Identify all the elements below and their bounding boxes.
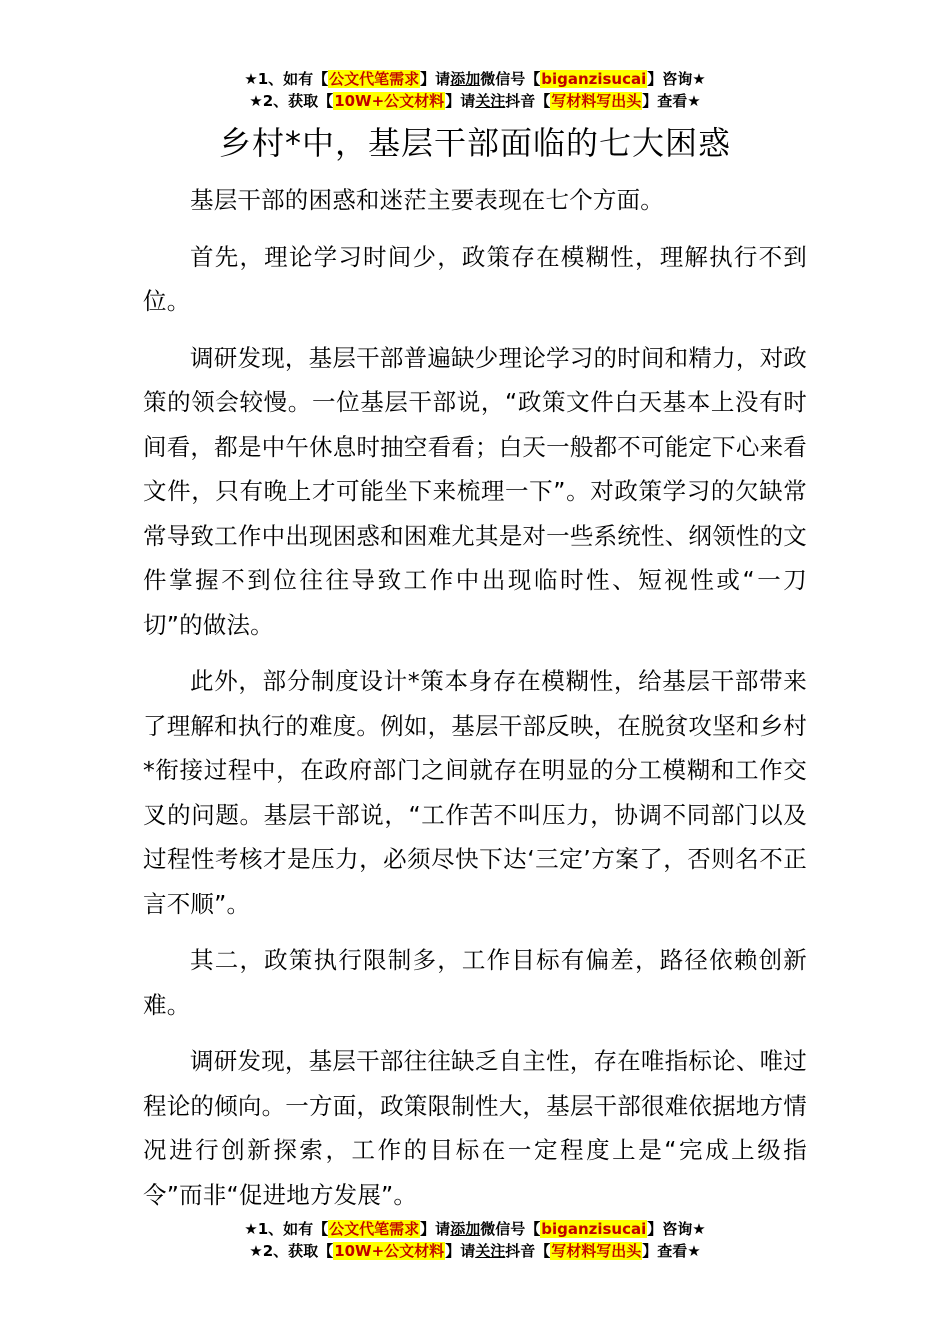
banner-text: 抖音【 bbox=[505, 1242, 551, 1260]
banner-highlight: biganzisucai bbox=[541, 1220, 647, 1238]
banner-text: ★2、获取【 bbox=[249, 92, 334, 110]
banner-highlight: 写材料写出头 bbox=[551, 1242, 642, 1260]
banner-text: 】请 bbox=[445, 1242, 476, 1260]
banner-line-1 bbox=[0, 1218, 950, 1240]
paragraph: 基层干部的困惑和迷茫主要表现在七个方面。 bbox=[190, 186, 664, 214]
banner-line-2 bbox=[0, 90, 950, 112]
paragraph: 此外，部分制度设计*策本身存在模糊性，给基层干部带来了理解和执行的难度。例如，基层干部反映，在脱贫攻坚和乡村*衔接过程中，在政府部门之间就存在明显的分工模糊和工作交叉的问题。基层干部说，“工作苦不叫压力，协调不同部门以及过程性考核才是压力，必须尽快下达‘三定’方案了，否则名不正言不顺”。 bbox=[143, 667, 807, 918]
paragraph: 首先，理论学习时间少，政策存在模糊性，理解执行不到位。 bbox=[143, 242, 807, 315]
banner-highlight: 写材料写出头 bbox=[551, 92, 642, 110]
banner-highlight: 公文代笔需求 bbox=[329, 70, 420, 88]
banner-highlight: 公文代笔需求 bbox=[329, 1220, 420, 1238]
banner-highlight: 10W+公文材料 bbox=[334, 92, 445, 110]
banner-text: 】咨询★ bbox=[647, 70, 706, 88]
banner-line-2 bbox=[0, 1240, 950, 1262]
banner-text: 】请 bbox=[420, 1220, 451, 1238]
banner-underlined: 添加 bbox=[450, 70, 481, 88]
paragraph: 调研发现，基层干部往往缺乏自主性，存在唯指标论、唯过程论的倾向。一方面，政策限制性大，基层干部很难依据地方情况进行创新探索，工作的目标在一定程度上是“完成上级指令”而非“促进地方发展”。 bbox=[143, 1047, 807, 1209]
document-title: 乡村*中，基层干部面临的七大困惑 bbox=[218, 124, 731, 162]
banner-text: 】请 bbox=[420, 70, 451, 88]
paragraph: 其二，政策执行限制多，工作目标有偏差，路径依赖创新难。 bbox=[143, 946, 807, 1019]
banner-line-1 bbox=[0, 68, 950, 90]
banner-text: 微信号【 bbox=[480, 1220, 541, 1238]
document-body bbox=[143, 178, 807, 1229]
banner-text: 】咨询★ bbox=[647, 1220, 706, 1238]
banner-text: ★1、如有【 bbox=[244, 70, 329, 88]
banner-text: 抖音【 bbox=[505, 92, 551, 110]
banner-underlined: 关注 bbox=[475, 92, 506, 110]
banner-text: 】查看★ bbox=[642, 92, 701, 110]
banner-text: 】查看★ bbox=[642, 1242, 701, 1260]
paragraph: 调研发现，基层干部普遍缺少理论学习的时间和精力，对政策的领会较慢。一位基层干部说，“政策文件白天基本上没有时间看，都是中午休息时抽空看看；白天一般都不可能定下心来看文件，只有晚上才可能坐下来梳理一下”。对政策学习的欠缺常常导致工作中出现困惑和困难尤其是对一些系统性、纲领性的文件掌握不到位往往导致工作中出现临时性、短视性或“一刀切”的做法。 bbox=[143, 343, 807, 639]
banner-text: 】请 bbox=[445, 92, 476, 110]
banner-underlined: 关注 bbox=[475, 1242, 506, 1260]
banner-text: ★1、如有【 bbox=[244, 1220, 329, 1238]
bottom-banner bbox=[0, 1218, 950, 1262]
banner-text: 微信号【 bbox=[480, 70, 541, 88]
banner-highlight: biganzisucai bbox=[541, 70, 647, 88]
banner-underlined: 添加 bbox=[450, 1220, 481, 1238]
top-banner bbox=[0, 68, 950, 112]
banner-highlight: 10W+公文材料 bbox=[334, 1242, 445, 1260]
banner-text: ★2、获取【 bbox=[249, 1242, 334, 1260]
